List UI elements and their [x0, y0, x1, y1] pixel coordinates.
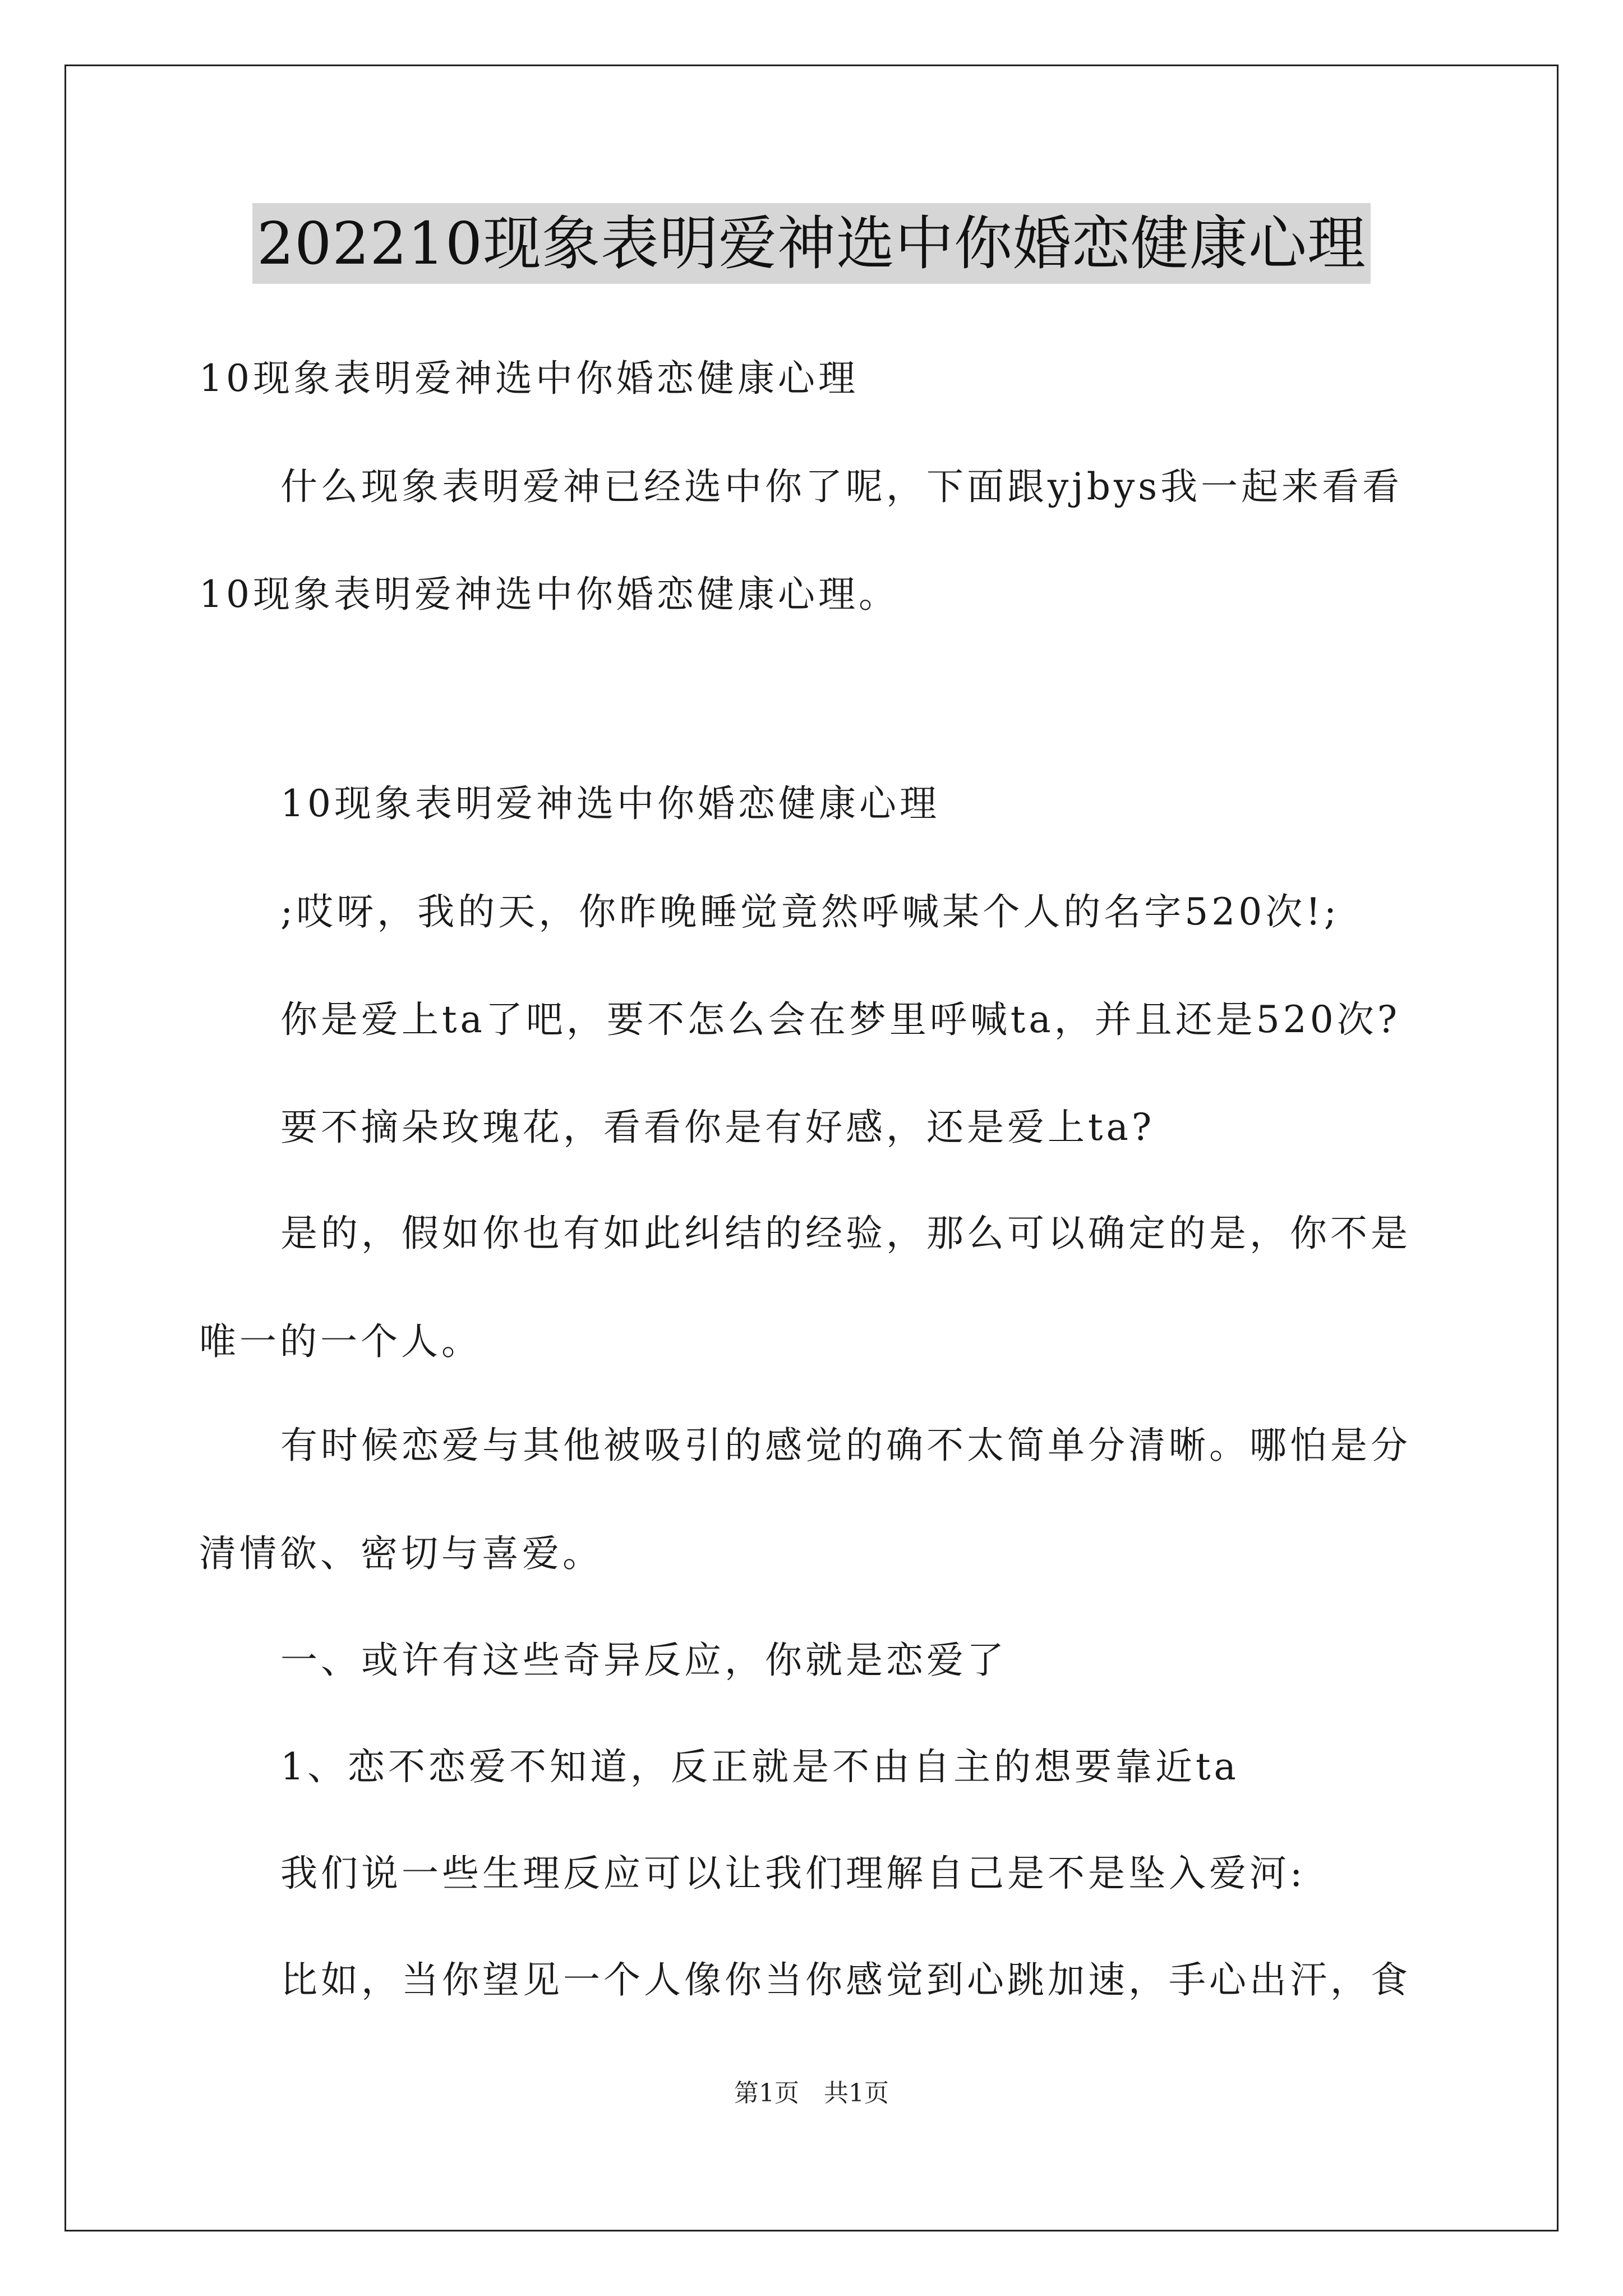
page-footer: 第1页 共1页: [734, 2079, 889, 2108]
text-line-13: 1、恋不恋爱不知道，反正就是不由自主的想要靠近ta: [280, 1745, 1239, 1788]
text-line-15: 比如，当你望见一个人像你当你感觉到心跳加速，手心出汗，食: [280, 1958, 1411, 2001]
text-line-10: 有时候恋爱与其他被吸引的感觉的确不太简单分清晰。哪怕是分: [280, 1424, 1411, 1467]
text-line-5: ;哎呀，我的天，你昨晚睡觉竟然呼喊某个人的名字520次!;: [280, 890, 1340, 933]
text-line-7: 要不摘朵玫瑰花，看看你是有好感，还是爱上ta?: [280, 1106, 1155, 1149]
title-container: [0, 203, 1623, 284]
text-line-6: 你是爱上ta了吧，要不怎么会在梦里呼喊ta，并且还是520次?: [280, 998, 1401, 1041]
document-title: 202210现象表明爱神选中你婚恋健康心理: [252, 203, 1371, 284]
text-line-11: 清情欲、密切与喜爱。: [199, 1532, 603, 1575]
text-line-8: 是的，假如你也有如此纠结的经验，那么可以确定的是，你不是: [280, 1212, 1411, 1255]
text-line-1: 10现象表明爱神选中你婚恋健康心理: [199, 357, 859, 400]
text-line-3: 10现象表明爱神选中你婚恋健康心理。: [199, 573, 899, 616]
text-line-4: 10现象表明爱神选中你婚恋健康心理: [280, 782, 940, 825]
text-line-2: 什么现象表明爱神已经选中你了呢，下面跟yjbys我一起来看看: [280, 465, 1403, 508]
text-line-14: 我们说一些生理反应可以让我们理解自己是不是坠入爱河:: [280, 1852, 1306, 1895]
text-line-12: 一、或许有这些奇异反应，你就是恋爱了: [280, 1639, 1007, 1682]
text-line-9: 唯一的一个人。: [199, 1320, 482, 1363]
